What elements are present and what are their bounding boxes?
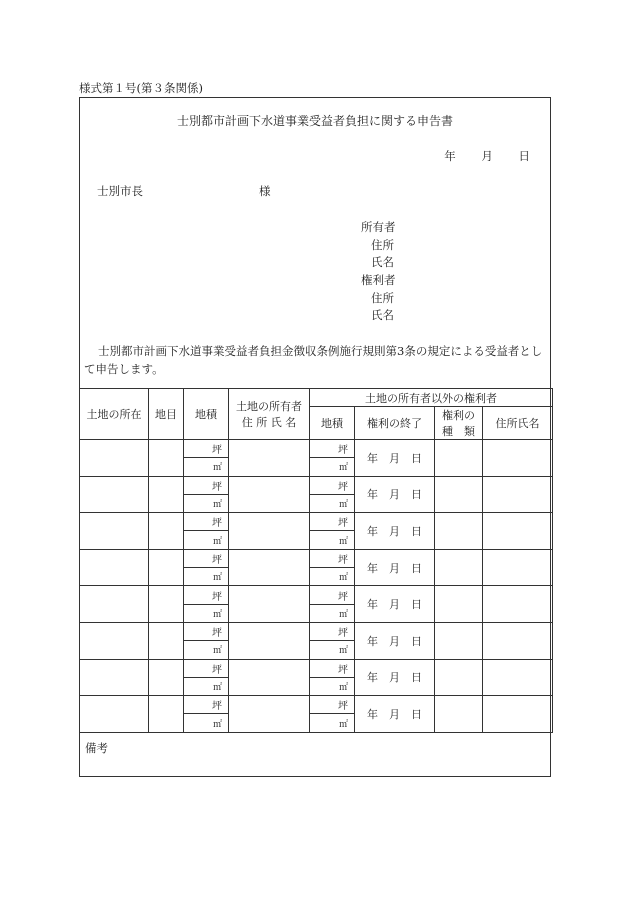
address-name-cell[interactable]	[483, 513, 553, 550]
sqm-unit: ㎡	[338, 609, 348, 620]
right-end-date: 年 月 日	[367, 634, 422, 648]
sqm-unit: ㎡	[212, 609, 222, 620]
area-tsubo-cell[interactable]	[184, 622, 229, 640]
owner-cell[interactable]	[229, 622, 310, 659]
other-area-tsubo-cell[interactable]	[310, 440, 355, 458]
header-owner-line2: 住 所 氏 名	[241, 416, 297, 429]
other-area-sqm-cell[interactable]	[310, 714, 355, 732]
area-tsubo-cell[interactable]	[184, 696, 229, 714]
area-tsubo-cell[interactable]	[184, 513, 229, 531]
tsubo-unit: 坪	[212, 481, 222, 493]
other-area-tsubo-cell[interactable]	[310, 513, 355, 531]
tsubo-unit: 坪	[338, 518, 348, 530]
date-year-label: 年	[444, 149, 456, 163]
right-end-cell[interactable]	[355, 696, 435, 733]
tsubo-unit: 坪	[212, 445, 222, 457]
sqm-unit: ㎡	[212, 719, 222, 730]
form-number-caption: 様式第１号(第３条関係)	[79, 81, 203, 95]
lot-category-cell[interactable]	[149, 513, 184, 550]
tsubo-unit: 坪	[212, 664, 222, 676]
addressee-name: 士別市長	[97, 184, 143, 198]
area-sqm-cell[interactable]	[184, 641, 229, 659]
area-sqm-cell[interactable]	[184, 494, 229, 512]
sqm-unit: ㎡	[212, 500, 222, 511]
land-table	[79, 388, 553, 733]
area-tsubo-cell[interactable]	[184, 659, 229, 677]
right-end-date: 年 月 日	[367, 524, 422, 538]
tsubo-unit: 坪	[212, 591, 222, 603]
header-location: 土地の所在	[80, 389, 149, 440]
location-cell[interactable]	[80, 696, 149, 733]
owner-cell[interactable]	[229, 586, 310, 623]
right-type-cell[interactable]	[435, 586, 483, 623]
header-owner-line1: 土地の所有者	[236, 400, 302, 413]
header-right-type-line2: 種 類	[442, 425, 475, 438]
sqm-unit: ㎡	[212, 536, 222, 547]
date-day-label: 日	[518, 149, 530, 163]
sqm-unit: ㎡	[338, 719, 348, 730]
tsubo-unit: 坪	[212, 701, 222, 713]
tsubo-unit: 坪	[212, 628, 222, 640]
location-cell[interactable]	[80, 659, 149, 696]
owner-cell[interactable]	[229, 696, 310, 733]
addressee	[97, 183, 271, 199]
other-area-tsubo-cell[interactable]	[310, 622, 355, 640]
right-type-cell[interactable]	[435, 659, 483, 696]
declaration-form	[79, 97, 551, 777]
right-end-cell[interactable]	[355, 586, 435, 623]
location-cell[interactable]	[80, 440, 149, 477]
tsubo-unit: 坪	[338, 701, 348, 713]
other-area-sqm-cell[interactable]	[310, 531, 355, 549]
right-type-cell[interactable]	[435, 440, 483, 477]
sqm-unit: ㎡	[338, 646, 348, 657]
right-end-cell[interactable]	[355, 440, 435, 477]
header-right-type	[435, 407, 483, 440]
header-area: 地積	[184, 389, 229, 440]
header-right-type-line1: 権利の	[442, 409, 475, 422]
tsubo-unit: 坪	[338, 591, 348, 603]
sqm-unit: ㎡	[338, 463, 348, 474]
sqm-unit: ㎡	[338, 536, 348, 547]
right-end-date: 年 月 日	[367, 561, 422, 575]
right-end-date: 年 月 日	[367, 598, 422, 612]
other-area-sqm-cell[interactable]	[310, 494, 355, 512]
other-area-sqm-cell[interactable]	[310, 641, 355, 659]
location-cell[interactable]	[80, 476, 149, 513]
other-area-sqm-cell[interactable]	[310, 677, 355, 695]
header-lot-category: 地目	[149, 389, 184, 440]
tsubo-unit: 坪	[338, 554, 348, 566]
other-area-sqm-cell[interactable]	[310, 568, 355, 586]
sqm-unit: ㎡	[212, 646, 222, 657]
tsubo-unit: 坪	[338, 628, 348, 640]
right-end-cell[interactable]	[355, 549, 435, 586]
area-sqm-cell[interactable]	[184, 604, 229, 622]
right-type-cell[interactable]	[435, 696, 483, 733]
right-type-cell[interactable]	[435, 549, 483, 586]
right-end-date: 年 月 日	[367, 451, 422, 465]
sqm-unit: ㎡	[212, 463, 222, 474]
address-name-cell[interactable]	[483, 586, 553, 623]
header-owner	[229, 389, 310, 440]
header-address-name: 住所氏名	[483, 407, 553, 440]
area-tsubo-cell[interactable]	[184, 440, 229, 458]
header-other-area: 地積	[310, 407, 355, 440]
owner-cell[interactable]	[229, 549, 310, 586]
sqm-unit: ㎡	[338, 500, 348, 511]
rightholder-label: 権利者	[361, 273, 396, 287]
right-end-cell[interactable]	[355, 513, 435, 550]
form-title: 士別都市計画下水道事業受益者負担に関する申告書	[176, 114, 453, 128]
date-month-label: 月	[481, 149, 493, 163]
location-cell[interactable]	[80, 586, 149, 623]
lot-category-cell[interactable]	[149, 622, 184, 659]
owner-label: 所有者	[361, 220, 396, 234]
header-right-end: 権利の終了	[355, 407, 435, 440]
owner-cell[interactable]	[229, 476, 310, 513]
right-end-date: 年 月 日	[367, 488, 422, 502]
tsubo-unit: 坪	[212, 518, 222, 530]
location-cell[interactable]	[80, 513, 149, 550]
sqm-unit: ㎡	[338, 683, 348, 693]
other-area-tsubo-cell[interactable]	[310, 549, 355, 567]
tsubo-unit: 坪	[338, 445, 348, 457]
lot-category-cell[interactable]	[149, 440, 184, 477]
right-end-cell[interactable]	[355, 476, 435, 513]
right-type-cell[interactable]	[435, 476, 483, 513]
tsubo-unit: 坪	[212, 554, 222, 566]
owner-address-label: 住所	[371, 238, 394, 252]
area-tsubo-cell[interactable]	[184, 586, 229, 604]
other-area-sqm-cell[interactable]	[310, 458, 355, 476]
other-area-tsubo-cell[interactable]	[310, 476, 355, 494]
rightholder-name-label: 氏名	[371, 308, 394, 322]
other-area-sqm-cell[interactable]	[310, 604, 355, 622]
tsubo-unit: 坪	[338, 664, 348, 676]
tsubo-unit: 坪	[338, 481, 348, 493]
area-tsubo-cell[interactable]	[184, 476, 229, 494]
sqm-unit: ㎡	[212, 573, 222, 584]
owner-name-label: 氏名	[371, 255, 394, 269]
area-sqm-cell[interactable]	[184, 458, 229, 476]
area-tsubo-cell[interactable]	[184, 549, 229, 567]
sqm-unit: ㎡	[338, 573, 348, 584]
lot-category-cell[interactable]	[149, 586, 184, 623]
address-name-cell[interactable]	[483, 476, 553, 513]
right-end-date: 年 月 日	[367, 707, 422, 721]
sqm-unit: ㎡	[212, 683, 222, 693]
right-type-cell[interactable]	[435, 622, 483, 659]
location-cell[interactable]	[80, 549, 149, 586]
header-other-rightholders: 土地の所有者以外の権利者	[310, 389, 553, 407]
lot-category-cell[interactable]	[149, 659, 184, 696]
owner-cell[interactable]	[229, 513, 310, 550]
other-area-tsubo-cell[interactable]	[310, 659, 355, 677]
right-end-date: 年 月 日	[367, 671, 422, 685]
rightholder-address-label: 住所	[371, 291, 394, 305]
location-cell[interactable]	[80, 622, 149, 659]
right-end-cell[interactable]	[355, 659, 435, 696]
address-name-cell[interactable]	[483, 696, 553, 733]
owner-cell[interactable]	[229, 659, 310, 696]
lot-category-cell[interactable]	[149, 476, 184, 513]
area-sqm-cell[interactable]	[184, 714, 229, 732]
remarks-label: 備考	[85, 741, 108, 755]
address-name-cell[interactable]	[483, 440, 553, 477]
address-name-cell[interactable]	[483, 659, 553, 696]
owner-cell[interactable]	[229, 440, 310, 477]
lot-category-cell[interactable]	[149, 696, 184, 733]
right-type-cell[interactable]	[435, 513, 483, 550]
area-sqm-cell[interactable]	[184, 568, 229, 586]
date-line	[422, 148, 530, 164]
other-area-tsubo-cell[interactable]	[310, 586, 355, 604]
area-sqm-cell[interactable]	[184, 531, 229, 549]
lot-category-cell[interactable]	[149, 549, 184, 586]
other-area-tsubo-cell[interactable]	[310, 696, 355, 714]
addressee-honorific: 様	[259, 184, 271, 198]
area-sqm-cell[interactable]	[184, 677, 229, 695]
declaration-statement: 士別都市計画下水道事業受益者負担金徴収条例施行規則第3条の規定による受益者として申告します。	[84, 344, 543, 376]
address-name-cell[interactable]	[483, 622, 553, 659]
address-name-cell[interactable]	[483, 549, 553, 586]
right-end-cell[interactable]	[355, 622, 435, 659]
